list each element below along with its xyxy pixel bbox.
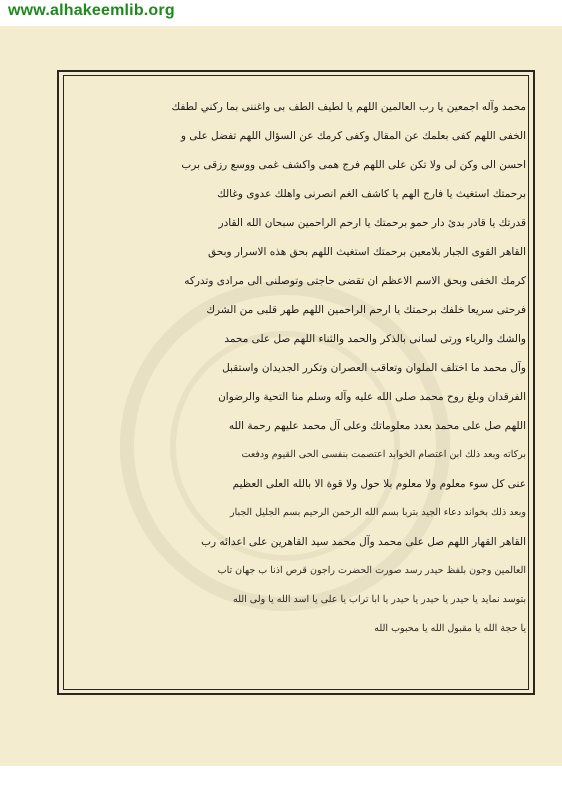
manuscript-line-16: القاهر القهار اللهم صل على محمد وآل محمد سيد القاهرين على اعدائه رب	[201, 536, 526, 548]
manuscript-line-11: الفرقدان وبلغ روح محمد صلى الله عليه وآله وسلم منا التحية والرضوان	[218, 391, 526, 403]
page-bottom-margin	[0, 766, 562, 790]
manuscript-line-5: قدرتك يا قادر بدئ دار حمو برحمتك يا ارحم الراحمين سبحان الله القادر	[218, 217, 526, 229]
manuscript-line-4: برحمتك استغيث يا فارج الهم يا كاشف الغم انصرنى واهلك عدوى وغالك	[217, 188, 526, 200]
manuscript-line-3: احسن الى وكن لى ولا تكن على اللهم فرج همى واكشف غمى ووسع رزقى برب	[181, 159, 526, 171]
manuscript-line-1: محمد وآله اجمعين يا رب العالمين اللهم يا لطيف الطف بى واغننى بما ركني لطفك	[171, 101, 526, 113]
manuscript-line-18: بتوسد نمايد يا حيدر يا حيدر يا حيدر يا ابا تراب يا على يا اسد الله يا ولى الله	[232, 594, 526, 605]
manuscript-line-7: كرمك الخفى وبحق الاسم الاعظم ان تقضى حاجتى وتوصلنى الى مرادى وتدركه	[184, 275, 526, 287]
manuscript-line-17: العالمين وجون بلفظ حيدر رسد صورت الحضرت راجون قرص اذنا ب جهان تاب	[217, 565, 526, 576]
manuscript-line-8: فرحتى سريعا خلفك برحمتك يا ارحم الراحمين اللهم طهر قلبى من الشرك	[206, 304, 526, 316]
manuscript-line-6: القاهر القوى الجبار بلامعين برحمتك استغيث اللهم بحق هذه الاسرار وبحق	[208, 246, 526, 258]
manuscript-line-2: الخفى اللهم كفى بعلمك عن المقال وكفى كرمك عن السؤال اللهم تفضل على و	[180, 130, 526, 142]
manuscript-line-13: بركاته وبعد ذلك ابن اعتصام الخوابد اعتصمت بنفسى الحى القيوم ودفعت	[241, 449, 526, 460]
manuscript-line-9: والشك والرياء ورتى لسانى بالذكر والحمد والثناء اللهم صل على محمد	[224, 333, 526, 345]
manuscript-line-12: اللهم صل على محمد بعدد معلوماتك وعلى آل محمد عليهم رحمة الله	[228, 420, 526, 432]
manuscript-line-14: عنى كل سوء معلوم ولا معلوم بلا حول ولا قوة الا بالله العلى العظيم	[232, 478, 526, 490]
site-watermark: www.alhakeemlib.org	[8, 2, 175, 19]
manuscript-line-15: وبعد ذلك بخواند دعاء الجيد بتربا بسم الله الرحمن الرحيم بسم الجليل الجبار	[230, 507, 526, 518]
manuscript-line-19: يا حجة الله يا مقبول الله يا محبوب الله	[374, 623, 526, 634]
manuscript-line-10: وآل محمد ما اختلف الملوان وتعاقب العصران وتكرر الجديدان واستقبل	[222, 362, 526, 374]
